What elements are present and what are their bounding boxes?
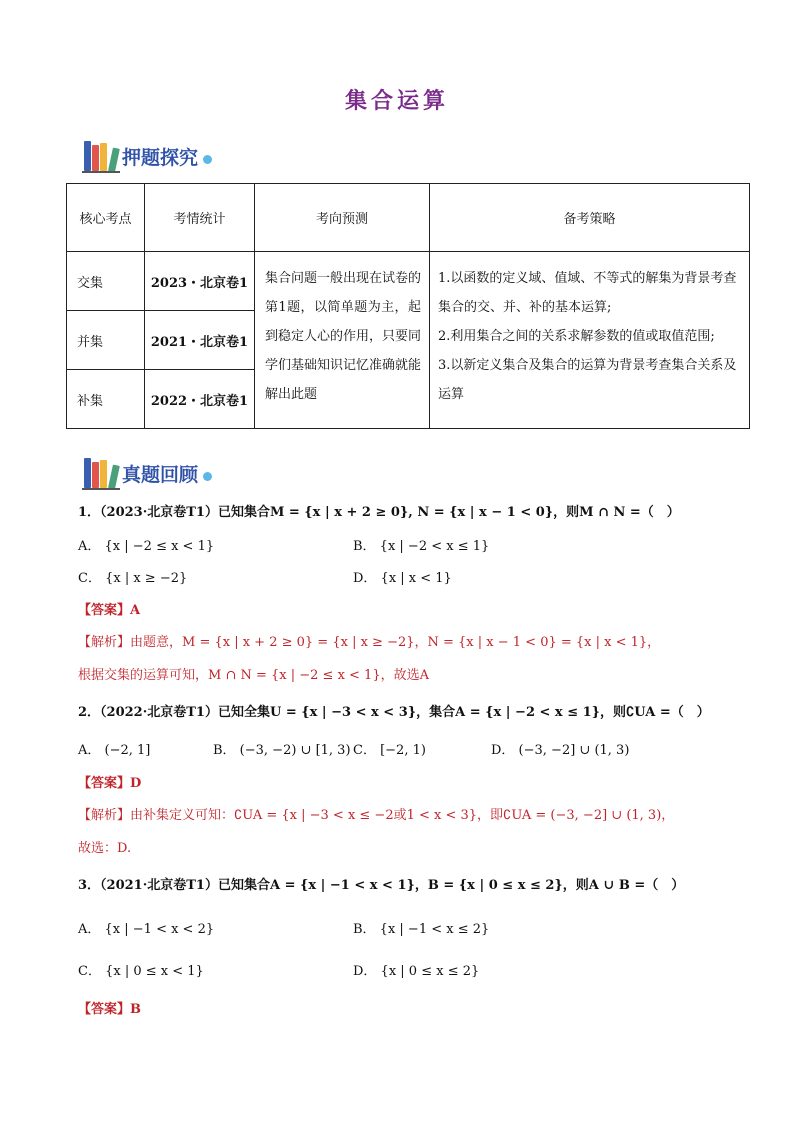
q1-analysis: 【解析】由题意，M = {x | x + 2 ≥ 0} = {x | x ≥ −2}，N = {x | x − 1 < 0} = {x | x < 1}， [78, 635, 661, 650]
exam-analysis-table [66, 183, 750, 429]
core-topic: 补集 [67, 370, 145, 429]
core-topic: 交集 [67, 252, 145, 311]
section-label: 押题探究 [122, 146, 199, 169]
table-header: 备考策略 [430, 184, 750, 252]
q3-option-a: A． {x | −1 < x < 2} [78, 922, 215, 937]
table-header: 考向预测 [255, 184, 430, 252]
table-row [67, 252, 750, 311]
section-heading-explore [82, 136, 212, 176]
q2-analysis: 【解析】由补集定义可知：∁UA = {x | −3 < x ≤ −2或1 < x < 3}，即∁UA = (−3, −2] ∪ (1, 3)， [78, 808, 675, 823]
q3-answer: 【答案】B [78, 1002, 141, 1017]
q2-option-c: C． [−2, 1) [353, 743, 426, 758]
prediction-cell: 集合问题一般出现在试卷的第1题，以简单题为主，起到稳定人心的作用，只要同学们基础知识记忆准确就能解出此题 [255, 252, 430, 429]
table-header: 核心考点 [67, 184, 145, 252]
q1-analysis-cont: 根据交集的运算可知，M ∩ N = {x | −2 ≤ x < 1}，故选A [78, 668, 429, 683]
q1-option-b: B． {x | −2 < x ≤ 1} [353, 539, 490, 554]
q3-option-d: D． {x | 0 ≤ x ≤ 2} [353, 964, 480, 979]
q2-option-d: D． (−3, −2] ∪ (1, 3) [491, 743, 630, 758]
core-topic: 并集 [67, 311, 145, 370]
q1-answer: 【答案】A [78, 603, 141, 618]
q2-analysis-cont: 故选：D. [78, 841, 132, 856]
page-title: 集合运算 [344, 88, 449, 114]
books-icon [82, 139, 120, 173]
strategy-item: 2.利用集合之间的关系求解参数的值或取值范围; [438, 329, 715, 344]
section-label: 真题回顾 [122, 463, 199, 486]
exam-stat: 2021・北京卷1 [145, 311, 255, 370]
exam-stat: 2022・北京卷1 [145, 370, 255, 429]
strategy-cell [430, 252, 750, 429]
section-heading-review [82, 453, 212, 493]
strategy-item: 1.以函数的定义域、值域、不等式的解集为背景考查集合的交、并、补的基本运算; [438, 271, 737, 315]
q1-option-a: A． {x | −2 ≤ x < 1} [78, 539, 215, 554]
question-2-stem: 2．（2022·北京卷T1）已知全集U = {x | −3 < x < 3}，集合A = {x | −2 < x ≤ 1}，则∁UA =（ ） [78, 705, 710, 720]
strategy-item: 3.以新定义集合及集合的运算为背景考查集合关系及运算 [438, 358, 737, 402]
q2-option-a: A． (−2, 1] [78, 743, 151, 758]
bullet-dot-icon [203, 472, 212, 481]
exam-stat: 2023・北京卷1 [145, 252, 255, 311]
q2-answer: 【答案】D [78, 776, 142, 791]
q1-option-d: D． {x | x < 1} [353, 571, 452, 586]
table-header-row [67, 184, 750, 252]
question-3-stem: 3．（2021·北京卷T1）已知集合A = {x | −1 < x < 1}，B = {x | 0 ≤ x ≤ 2}，则A ∪ B =（ ） [78, 878, 685, 893]
q2-option-b: B． (−3, −2) ∪ [1, 3) [213, 743, 351, 758]
books-icon [82, 456, 120, 490]
bullet-dot-icon [203, 155, 212, 164]
table-header: 考情统计 [145, 184, 255, 252]
q3-option-c: C． {x | 0 ≤ x < 1} [78, 964, 204, 979]
question-1-stem: 1．（2023·北京卷T1）已知集合M = {x | x + 2 ≥ 0}, N = {x | x − 1 < 0}，则M ∩ N =（ ） [78, 505, 680, 520]
q1-option-c: C． {x | x ≥ −2} [78, 571, 188, 586]
q3-option-b: B． {x | −1 < x ≤ 2} [353, 922, 490, 937]
